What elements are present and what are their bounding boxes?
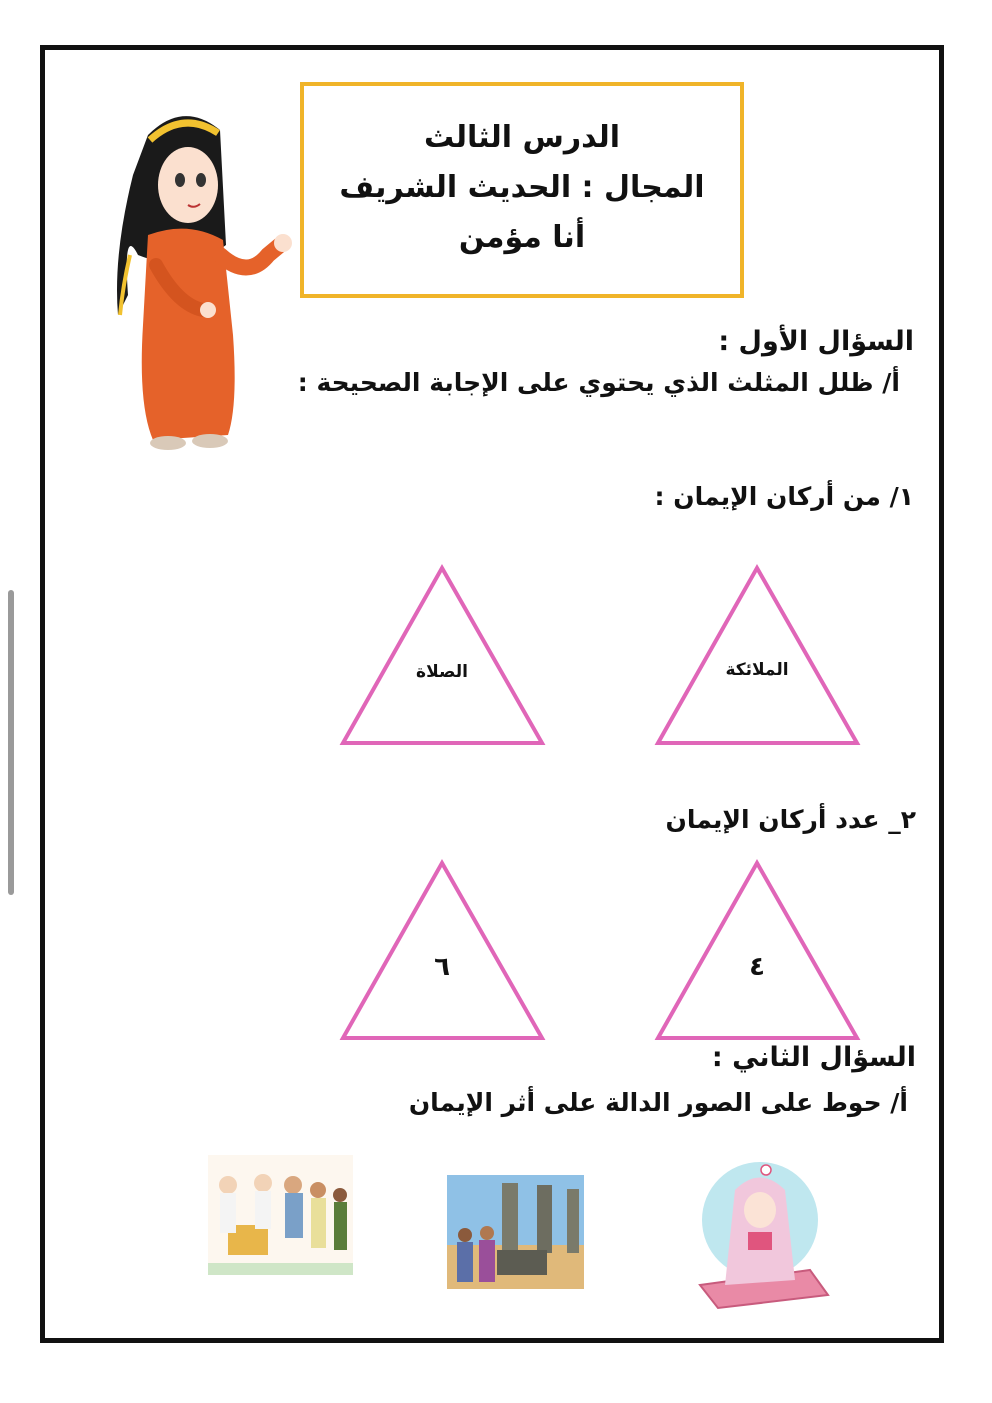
people-sharing-gifts-picture[interactable] [208, 1155, 353, 1275]
triangle-option-four[interactable] [650, 855, 865, 1045]
option-label-six: ٦ [434, 952, 450, 982]
lesson-title-box [300, 82, 744, 298]
idol-worship-picture[interactable] [447, 1175, 584, 1289]
girl-teacher-illustration [108, 105, 293, 455]
option-label-prayer: الصلاة [416, 662, 468, 682]
triangle-option-angels[interactable] [650, 560, 865, 750]
girl-praying-picture[interactable] [690, 1160, 830, 1310]
question1-instruction: أ/ ظلل المثلث الذي يحتوي على الإجابة الصحيحة : [297, 368, 900, 397]
lesson-number: الدرس الثالث [423, 120, 621, 155]
lesson-domain: المجال : الحديث الشريف [339, 170, 705, 205]
item2-prompt: ٢_ عدد أركان الإيمان [665, 805, 916, 834]
lesson-topic: أنا مؤمن [458, 220, 586, 255]
option-label-angels: الملائكة [725, 660, 789, 680]
scrollbar-thumb[interactable] [8, 590, 14, 895]
triangle-option-six[interactable] [335, 855, 550, 1045]
triangle-option-prayer[interactable] [335, 560, 550, 750]
question2-heading: السؤال الثاني : [711, 1042, 916, 1073]
option-label-four: ٤ [749, 952, 765, 982]
question2-instruction: أ/ حوط على الصور الدالة على أثر الإيمان [408, 1088, 908, 1117]
item1-prompt: ١/ من أركان الإيمان : [654, 482, 914, 511]
question1-heading: السؤال الأول : [718, 326, 914, 357]
